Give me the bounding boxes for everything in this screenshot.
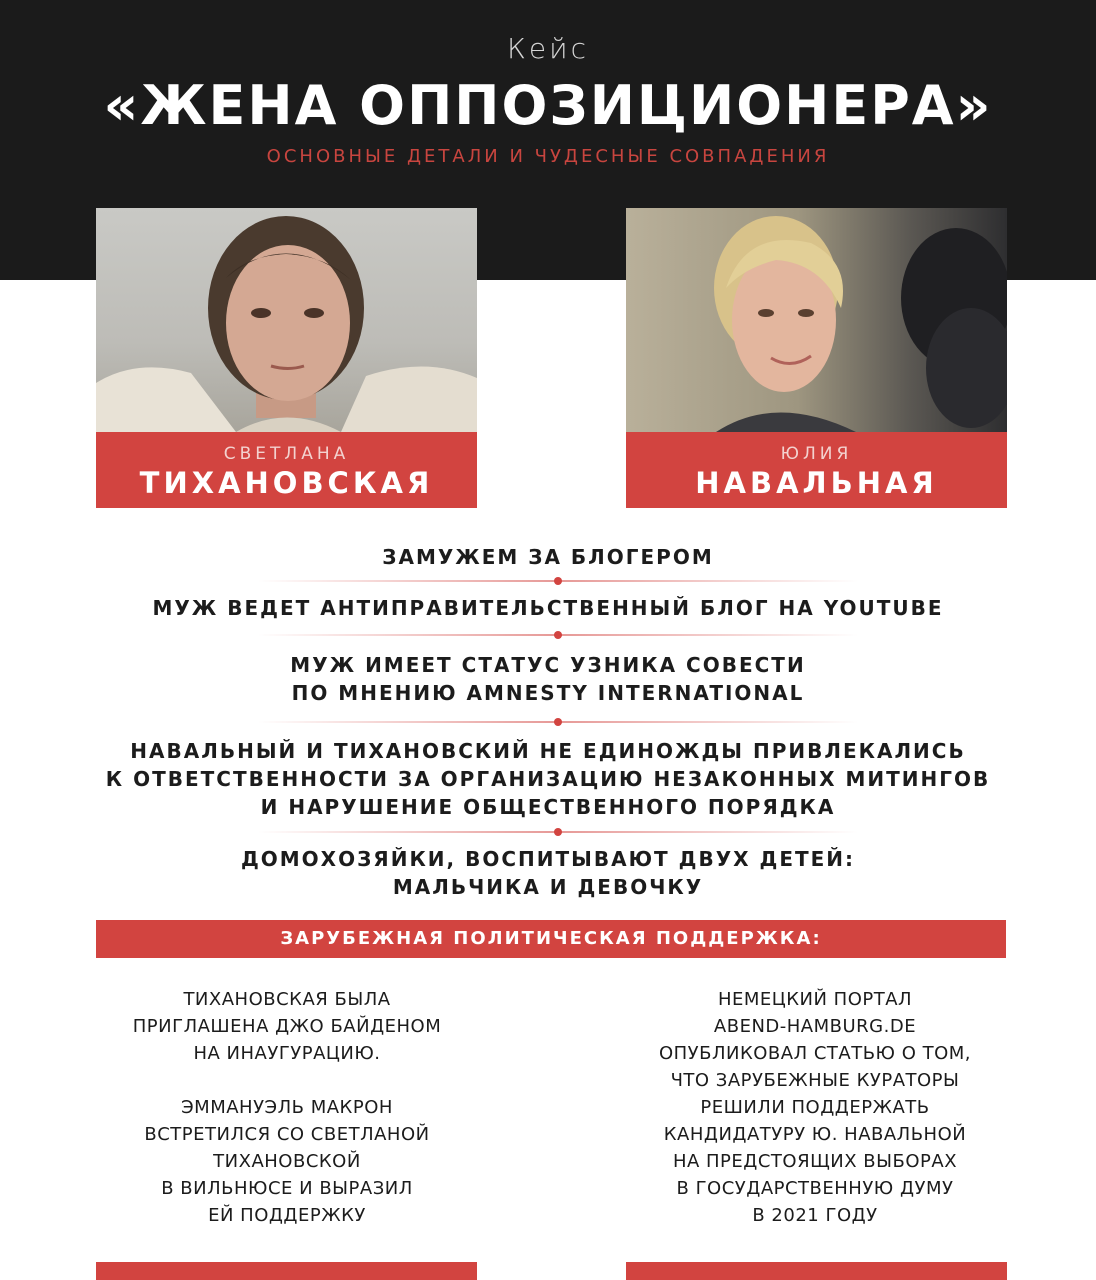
first-name: СВЕТЛАНА [223, 444, 350, 464]
divider [258, 580, 858, 582]
fact-housewives [60, 845, 1036, 901]
fact-line: МУЖ ВЕДЕТ АНТИПРАВИТЕЛЬСТВЕННЫЙ БЛОГ НА YOUTUBE [152, 596, 944, 620]
header-kicker: Кейс [507, 32, 589, 65]
text-line: ЕЙ ПОДДЕРЖКУ [208, 1205, 366, 1226]
text-line: ТИХАНОВСКОЙ [213, 1151, 361, 1172]
fact-prosecuted [60, 737, 1036, 821]
text-line: РЕШИЛИ ПОДДЕРЖАТЬ [700, 1097, 930, 1118]
portrait-right [626, 208, 1007, 432]
page-title: «ЖЕНА ОППОЗИЦИОНЕРА» [103, 74, 993, 137]
text-line: НА ИНАУГУРАЦИЮ. [193, 1043, 381, 1064]
support-heading: ЗАРУБЕЖНАЯ ПОЛИТИЧЕСКАЯ ПОДДЕРЖКА: [96, 920, 1006, 958]
fact-line: И НАРУШЕНИЕ ОБЩЕСТВЕННОГО ПОРЯДКА [260, 795, 836, 819]
bottom-accent-right [626, 1262, 1007, 1280]
last-name: НАВАЛЬНАЯ [695, 466, 938, 500]
text-line: ТИХАНОВСКАЯ БЫЛА [183, 989, 391, 1010]
fact-line: ПО МНЕНИЮ AMNESTY INTERNATIONAL [291, 681, 805, 705]
support-left-column [72, 986, 502, 1229]
fact-prisoner-of-conscience [60, 651, 1036, 707]
divider [258, 634, 858, 636]
fact-line: МУЖ ИМЕЕТ СТАТУС УЗНИКА СОВЕСТИ [290, 653, 806, 677]
divider [258, 831, 858, 833]
divider [258, 721, 858, 723]
name-plate-tikhanovskaya [96, 432, 477, 508]
fact-married-blogger [60, 543, 1036, 571]
portrait-right-illustration [626, 208, 1007, 432]
fact-line: ЗАМУЖЕМ ЗА БЛОГЕРОМ [382, 545, 714, 569]
fact-line: МАЛЬЧИКА И ДЕВОЧКУ [392, 875, 704, 899]
bottom-accent-left [96, 1262, 477, 1280]
text-line: ЭММАНУЭЛЬ МАКРОН [181, 1097, 393, 1118]
text-line: В 2021 ГОДУ [752, 1205, 878, 1226]
support-right-column [600, 986, 1030, 1229]
page-subtitle: ОСНОВНЫЕ ДЕТАЛИ И ЧУДЕСНЫЕ СОВПАДЕНИЯ [266, 146, 830, 167]
text-line: В ВИЛЬНЮСЕ И ВЫРАЗИЛ [161, 1178, 413, 1199]
paragraph-gap [72, 1067, 502, 1094]
text-line: ЧТО ЗАРУБЕЖНЫЕ КУРАТОРЫ [670, 1070, 960, 1091]
fact-line: НАВАЛЬНЫЙ И ТИХАНОВСКИЙ НЕ ЕДИНОЖДЫ ПРИВЛЕКАЛИСЬ [130, 739, 966, 763]
text-line: КАНДИДАТУРУ Ю. НАВАЛЬНОЙ [663, 1124, 967, 1145]
first-name: ЮЛИЯ [780, 444, 853, 464]
text-line: НЕМЕЦКИЙ ПОРТАЛ [717, 989, 913, 1010]
text-line: ABEND-HAMBURG.DE [713, 1016, 917, 1037]
name-plate-navalnaya [626, 432, 1007, 508]
fact-line: К ОТВЕТСТВЕННОСТИ ЗА ОРГАНИЗАЦИЮ НЕЗАКОННЫХ МИТИНГОВ [105, 767, 991, 791]
text-line: ВСТРЕТИЛСЯ СО СВЕТЛАНОЙ [144, 1124, 430, 1145]
text-line: НА ПРЕДСТОЯЩИХ ВЫБОРАХ [672, 1151, 958, 1172]
text-line: ОПУБЛИКОВАЛ СТАТЬЮ О ТОМ, [658, 1043, 972, 1064]
fact-line: ДОМОХОЗЯЙКИ, ВОСПИТЫВАЮТ ДВУХ ДЕТЕЙ: [240, 847, 856, 871]
fact-youtube-blog [60, 594, 1036, 622]
text-line: В ГОСУДАРСТВЕННУЮ ДУМУ [676, 1178, 954, 1199]
text-line: ПРИГЛАШЕНА ДЖО БАЙДЕНОМ [132, 1016, 442, 1037]
portrait-left [96, 208, 477, 432]
portrait-left-illustration [96, 208, 477, 432]
last-name: ТИХАНОВСКАЯ [139, 466, 434, 500]
